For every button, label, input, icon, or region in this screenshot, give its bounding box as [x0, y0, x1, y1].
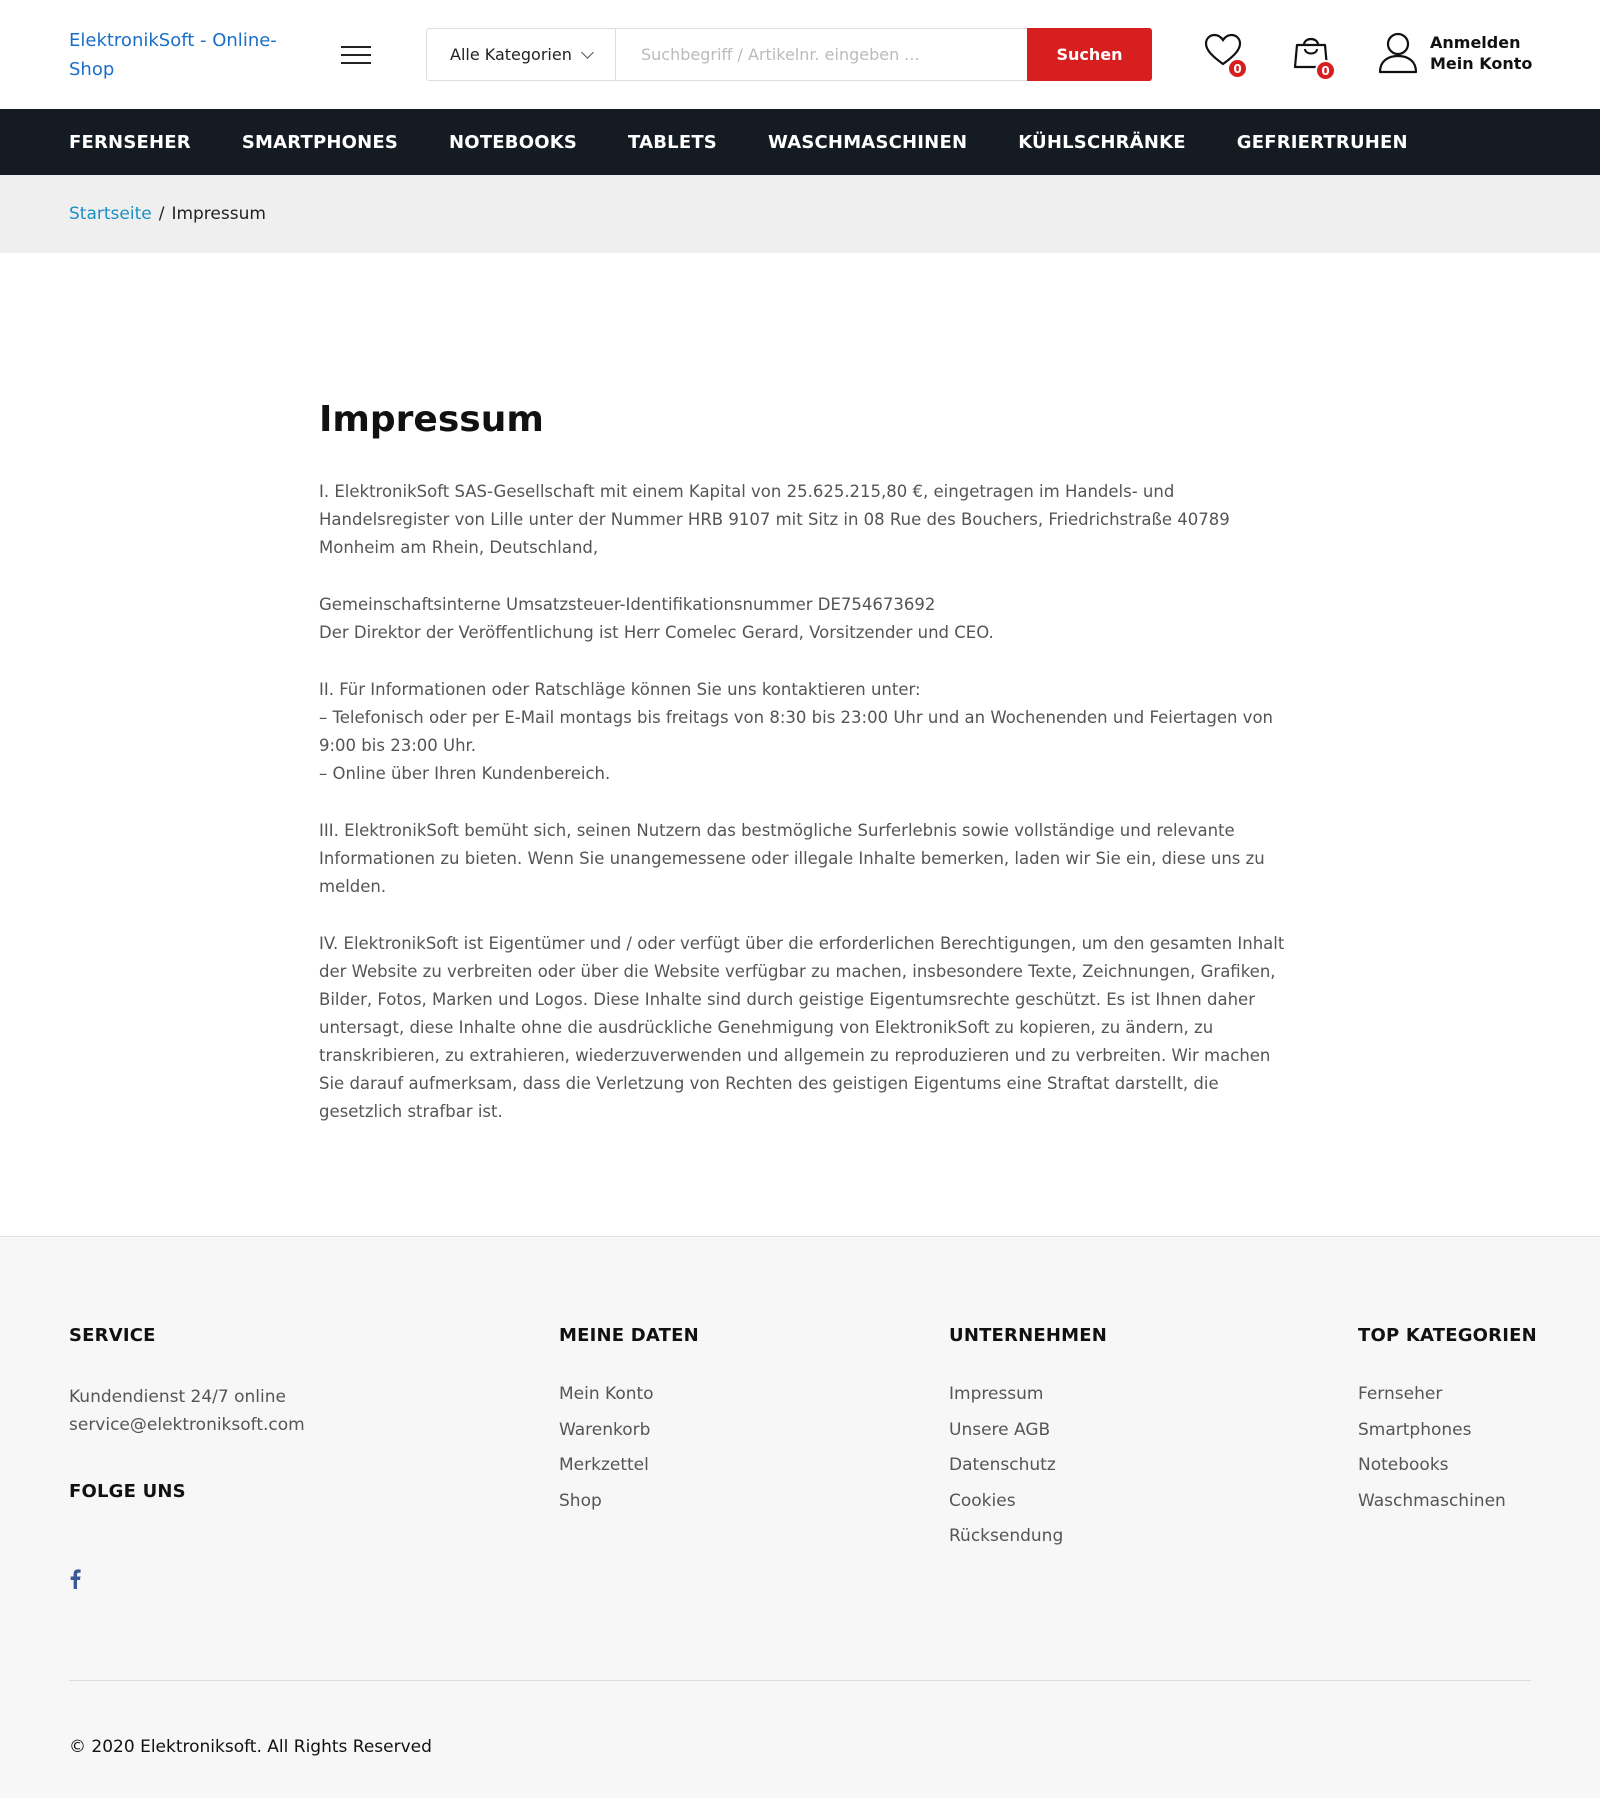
search-button[interactable]: Suchen — [1027, 28, 1152, 81]
site-header — [0, 0, 1600, 109]
service-hours: Kundendienst 24/7 online — [69, 1387, 286, 1407]
page-content — [0, 253, 1290, 1236]
footer-link-impressum[interactable]: Impressum — [949, 1384, 1044, 1404]
footer-link-ruecksendung[interactable]: Rücksendung — [949, 1526, 1064, 1546]
facebook-icon[interactable] — [69, 1569, 81, 1593]
nav-item-tablets[interactable]: TABLETS — [628, 131, 717, 153]
footer-heading-service: SERVICE — [69, 1325, 156, 1346]
footer-heading-follow: FOLGE UNS — [69, 1481, 186, 1502]
footer-heading-meine-daten: MEINE DATEN — [559, 1325, 699, 1346]
paragraph-vat — [319, 591, 1290, 647]
footer-link-cookies[interactable]: Cookies — [949, 1490, 1016, 1511]
footer-link-fernseher[interactable]: Fernseher — [1358, 1384, 1443, 1404]
footer-link-smartphones[interactable]: Smartphones — [1358, 1419, 1472, 1440]
director-text: Der Direktor der Veröffentlichung ist Herr Comelec Gerard, Vorsitzender und CEO. — [319, 623, 994, 642]
search-bar — [426, 28, 1152, 81]
paragraph-company: I. ElektronikSoft SAS-Gesellschaft mit einem Kapital von 25.625.215,80 €, eingetragen im Handels- und Handelsregister von Lille unter der Nummer HRB 9107 mit Sitz in 08 Rue des Bouchers, Friedrichstraße 40789 Monheim am Rhein, Deutschland, — [319, 482, 1230, 557]
footer-col-service — [69, 1325, 305, 1593]
footer-heading-top-kategorien: TOP KATEGORIEN — [1358, 1325, 1537, 1346]
breadcrumb — [0, 175, 1600, 253]
footer-col-top-kategorien — [1358, 1325, 1537, 1525]
account-text — [1430, 32, 1532, 74]
breadcrumb-home[interactable]: Startseite — [69, 204, 152, 224]
page-title: Impressum — [319, 399, 544, 440]
footer-link-mein-konto[interactable]: Mein Konto — [559, 1384, 654, 1404]
footer-link-merkzettel[interactable]: Merkzettel — [559, 1455, 649, 1475]
footer-heading-unternehmen: UNTERNEHMEN — [949, 1325, 1108, 1346]
nav-item-fernseher[interactable]: FERNSEHER — [69, 131, 191, 153]
contact-phone-email: – Telefonisch oder per E-Mail montags bis freitags von 8:30 bis 23:00 Uhr und an Wochenenden und Feiertagen von 9:00 bis 23:00 Uhr. — [319, 708, 1273, 755]
nav-item-notebooks[interactable]: NOTEBOOKS — [449, 131, 578, 153]
facebook-glyph — [69, 1569, 81, 1589]
footer-link-waschmaschinen[interactable]: Waschmaschinen — [1358, 1490, 1506, 1511]
breadcrumb-current: Impressum — [171, 204, 266, 224]
footer-link-notebooks[interactable]: Notebooks — [1358, 1455, 1449, 1475]
site-logo[interactable]: ElektronikSoft - Online-Shop — [69, 29, 277, 80]
service-email: service@elektroniksoft.com — [69, 1415, 305, 1435]
paragraph-contact — [319, 676, 1290, 788]
chevron-down-icon — [581, 46, 594, 59]
cart-count-badge: 0 — [1315, 60, 1336, 81]
category-select[interactable] — [427, 29, 616, 80]
cart-button[interactable] — [1292, 33, 1330, 78]
search-input[interactable] — [616, 29, 1027, 80]
footer-col-meine-daten — [559, 1325, 699, 1525]
footer-link-datenschutz[interactable]: Datenschutz — [949, 1455, 1056, 1475]
wishlist-button[interactable] — [1204, 33, 1242, 76]
paragraph-content-report: III. ElektronikSoft bemüht sich, seinen Nutzern das bestmögliche Surferlebnis sowie vollständige und relevante Informationen zu bieten. Wenn Sie unangemessene oder illegale Inhalte bemerken, laden wir Sie ein, diese uns zu melden. — [319, 821, 1265, 896]
site-footer — [0, 1236, 1600, 1798]
menu-icon[interactable] — [341, 43, 371, 67]
account-link[interactable] — [1378, 32, 1532, 74]
contact-intro: II. Für Informationen oder Ratschläge können Sie uns kontaktieren unter: — [319, 680, 921, 699]
user-icon — [1378, 32, 1418, 74]
my-account-label: Mein Konto — [1430, 54, 1533, 73]
footer-link-shop[interactable]: Shop — [559, 1490, 602, 1511]
category-select-label: Alle Kategorien — [450, 45, 572, 64]
nav-item-smartphones[interactable]: SMARTPHONES — [241, 131, 399, 153]
nav-item-kuehlschraenke[interactable]: KÜHLSCHRÄNKE — [1018, 131, 1186, 153]
contact-online: – Online über Ihren Kundenbereich. — [319, 764, 611, 783]
login-label: Anmelden — [1430, 33, 1521, 52]
paragraph-intellectual-property: IV. ElektronikSoft ist Eigentümer und / oder verfügt über die erforderlichen Berechtigungen, um den gesamten Inhalt der Website zu verbreiten oder über die Website verfügbar zu machen, insbesondere Texte, Zeichnungen, Grafiken, Bilder, Fotos, Marken und Logos. Diese Inhalte sind durch geistige Eigentumsrechte geschützt. Es ist Ihnen daher untersagt, diese Inhalte ohne die ausdrückliche Genehmigung von ElektronikSoft zu kopieren, zu ändern, zu transkribieren, zu extrahieren, wiederzuverwenden und allgemein zu reproduzieren und zu verbreiten. Wir machen Sie darauf aufmerksam, dass die Verletzung von Rechten des geistigen Eigentums eine Straftat darstellt, die gesetzlich strafbar ist. — [319, 934, 1285, 1121]
nav-item-gefriertruhen[interactable]: GEFRIERTRUHEN — [1236, 131, 1408, 153]
wishlist-count-badge: 0 — [1227, 58, 1248, 79]
main-nav — [0, 109, 1600, 175]
copyright: © 2020 Elektroniksoft. All Rights Reserved — [69, 1737, 432, 1757]
breadcrumb-separator: / — [158, 204, 165, 224]
vat-id-text: Gemeinschaftsinterne Umsatzsteuer-Identifikationsnummer DE754673692 — [319, 595, 936, 614]
nav-item-waschmaschinen[interactable]: WASCHMASCHINEN — [767, 131, 968, 153]
footer-link-agb[interactable]: Unsere AGB — [949, 1419, 1051, 1440]
footer-link-warenkorb[interactable]: Warenkorb — [559, 1419, 651, 1440]
footer-divider — [69, 1680, 1531, 1681]
footer-col-unternehmen — [949, 1325, 1107, 1561]
